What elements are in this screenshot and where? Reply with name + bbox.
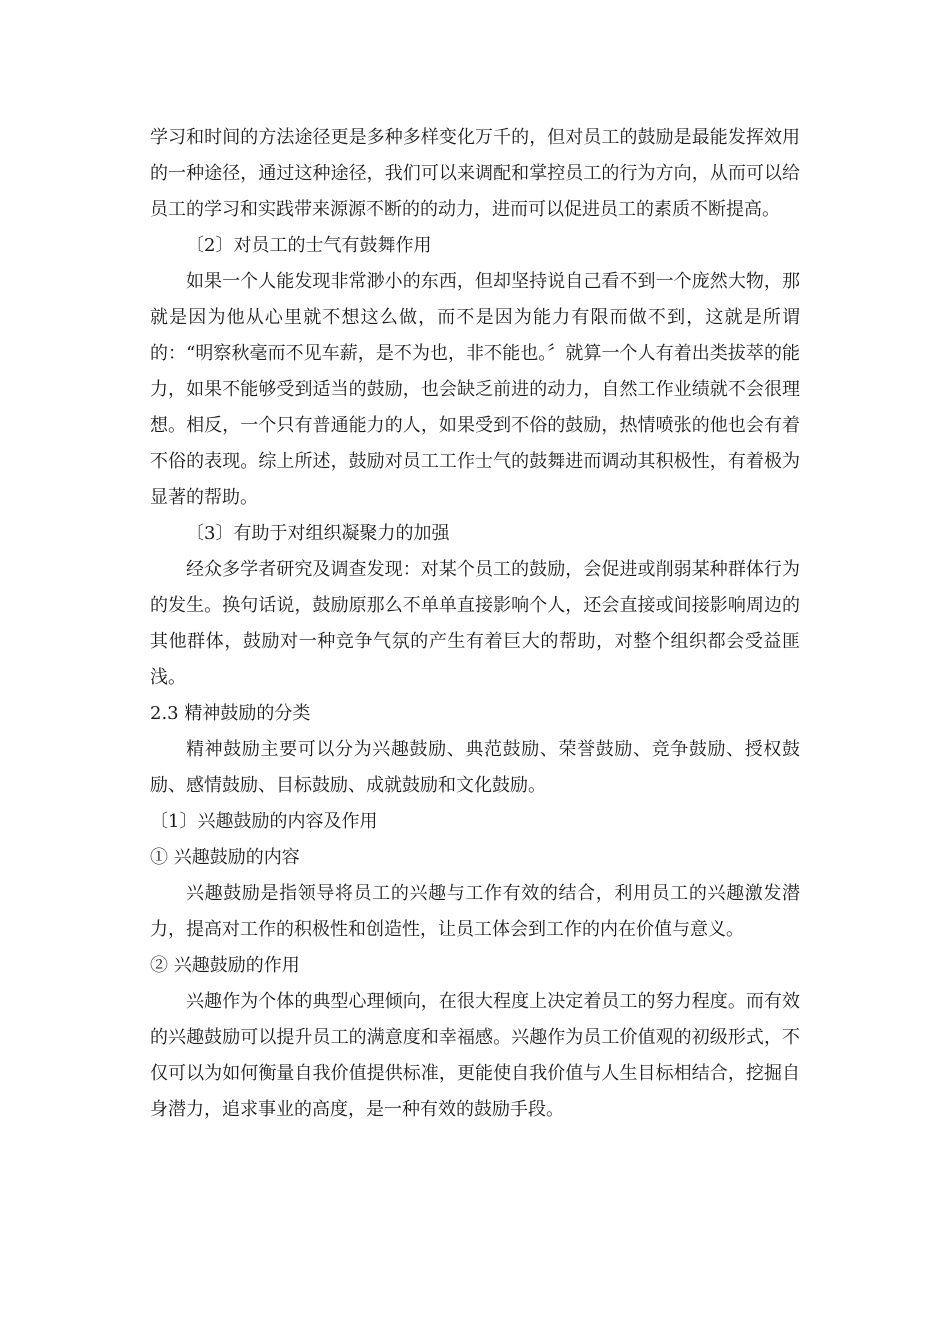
subheading-cohesion: 〔3〕有助于对组织凝聚力的加强: [186, 523, 450, 544]
paragraph-morale: 如果一个人能发现非常渺小的东西，但却坚持说自己看不到一个庞然大物，那就是因为他从心里就不想这么做，而不是因为能力有限而做不到，这就是所谓的：“明察秋毫而不见车薪，是不为也，非不能也。〞就算一个人有着出类拔萃的能力，如果不能够受到适当的鼓励，也会缺乏前进的动力，自然工作业绩就不会很理想。相反，一个只有普通能力的人，如果受到不俗的鼓励，热情喷张的他也会有着不俗的表现。综上所述，鼓励对员工工作士气的鼓舞进而调动其积极性，有着极为显著的帮助。: [150, 271, 800, 508]
subheading-interest-effect: ② 兴趣鼓励的作用: [150, 955, 300, 976]
subheading-interest-encouragement: 〔1〕兴趣鼓励的内容及作用: [150, 811, 378, 832]
paragraph-interest-content: 兴趣鼓励是指领导将员工的兴趣与工作有效的结合，利用员工的兴趣激发潜力，提高对工作的积极性和创造性，让员工体会到工作的内在价值与意义。: [150, 883, 800, 940]
subheading-interest-content: ① 兴趣鼓励的内容: [150, 847, 300, 868]
document-body: [150, 120, 800, 1128]
section-heading-2-3: 2.3 精神鼓励的分类: [150, 703, 311, 724]
paragraph-classification: 精神鼓励主要可以分为兴趣鼓励、典范鼓励、荣誉鼓励、竞争鼓励、授权鼓励、感情鼓励、目标鼓励、成就鼓励和文化鼓励。: [150, 739, 800, 796]
paragraph-cohesion: 经众多学者研究及调查发现：对某个员工的鼓励，会促进或削弱某种群体行为的发生。换句话说，鼓励原那么不单单直接影响个人，还会直接或间接影响周边的其他群体，鼓励对一种竞争气氛的产生有着巨大的帮助，对整个组织都会受益匪浅。: [150, 559, 800, 688]
subheading-morale: 〔2〕对员工的士气有鼓舞作用: [186, 235, 432, 256]
paragraph-learning-methods: 学习和时间的方法途径更是多种多样变化万千的，但对员工的鼓励是最能发挥效用的一种途径，通过这种途径，我们可以来调配和掌控员工的行为方向，从而可以给员工的学习和实践带来源源不断的的动力，进而可以促进员工的素质不断提高。: [150, 127, 800, 220]
paragraph-interest-effect: 兴趣作为个体的典型心理倾向，在很大程度上决定着员工的努力程度。而有效的兴趣鼓励可以提升员工的满意度和幸福感。兴趣作为员工价值观的初级形式，不仅可以为如何衡量自我价值提供标准，更能使自我价值与人生目标相结合，挖掘自身潜力，追求事业的高度，是一种有效的鼓励手段。: [150, 991, 800, 1120]
